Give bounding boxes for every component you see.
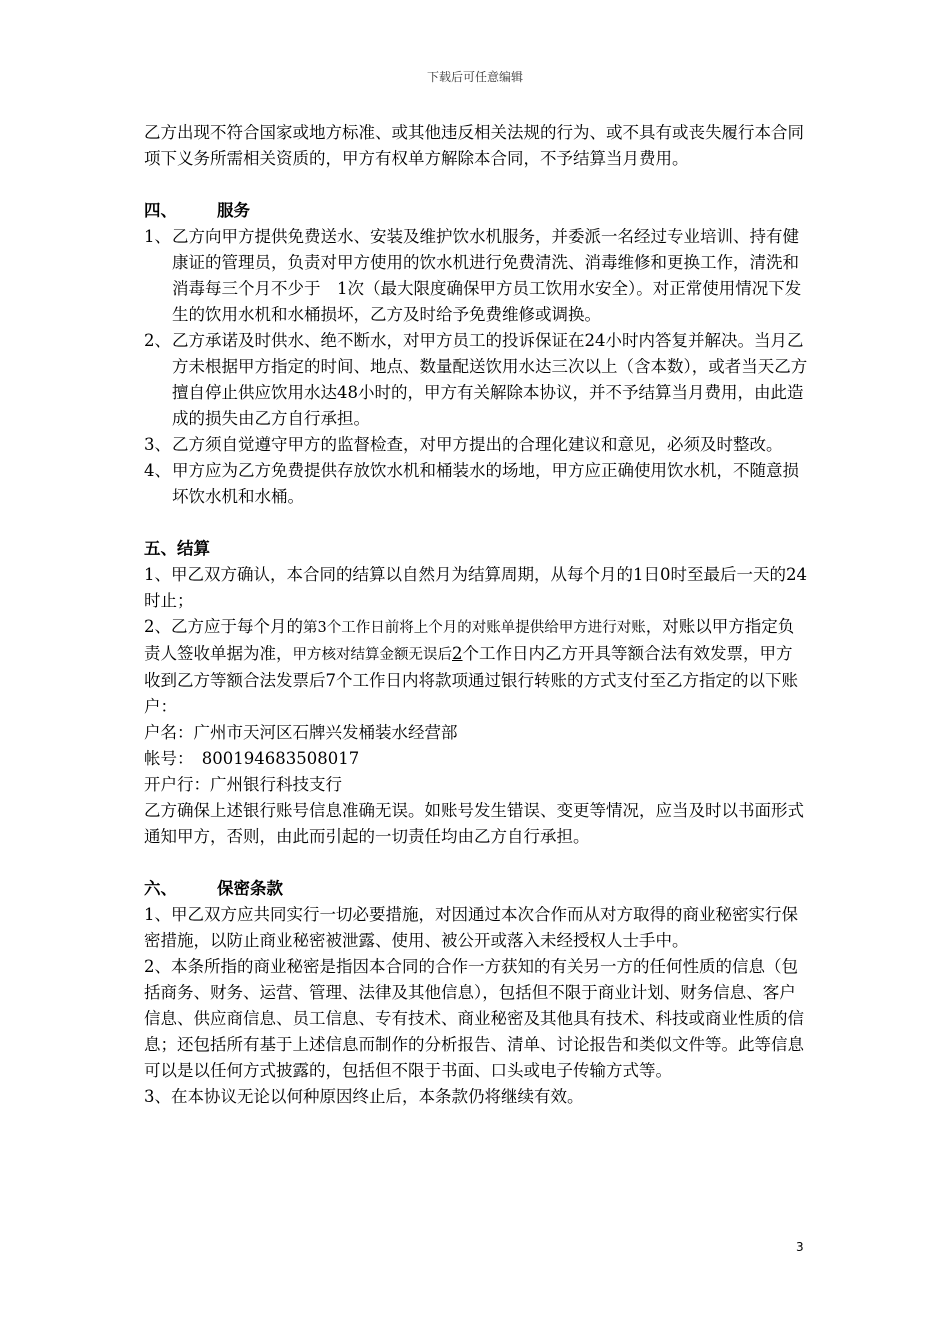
item-text: 乙方承诺及时供水、绝不断水，对甲方员工的投诉保证在24小时内答复并解决。当月乙方未根据甲方指定的时间、地点、数量配送饮用水达三次以上（含本数），或者当天乙方擅自停止供应饮用水达48小时的，甲方有关解除本协议，并不予结算当月费用，由此造成的损失由乙方自行承担。 (172, 331, 808, 428)
item-text: 乙方向甲方提供免费送水、安装及维护饮水机服务，并委派一名经过专业培训、持有健康证的管理员，负责对甲方使用的饮水机进行免费清洗、消毒维修和更换工作，清洗和消毒每三个月不少于 1次（最大限度确保甲方员工饮用水安全）。对正常使用情况下发生的饮用水机和水桶损坏，乙方及时给予免费维修或调换。 (172, 227, 802, 324)
section-4-item-3 (144, 432, 808, 458)
item-number: 4、 (144, 461, 171, 480)
text-run: 甲方核对结算金额无误后 (292, 647, 452, 663)
section-4-number: 四、 (144, 201, 177, 220)
section-6-heading (144, 876, 808, 902)
section-6-para-1: 1、甲乙双方应共同实行一切必要措施，对因通过本次合作而从对方取得的商业秘密实行保密措施，以防止商业秘密被泄露、使用、被公开或落入未经授权人士手中。 (144, 905, 798, 950)
section-5-heading: 五、结算 (144, 539, 210, 558)
text-run: ，对账以甲方指定负责人签收单据为准， (144, 617, 795, 663)
underlined-number: 2 (452, 644, 463, 663)
section-4-heading (144, 198, 808, 224)
intro-paragraph: 乙方出现不符合国家或地方标准、或其他违反相关法规的行为、或不具有或丧失履行本合同项下义务所需相关资质的，甲方有权单方解除本合同，不予结算当月费用。 (144, 123, 804, 168)
bank-name: 开户行：广州银行科技支行 (144, 775, 342, 794)
section-4-item-1 (144, 224, 808, 328)
item-number: 3、 (144, 435, 171, 454)
account-number: 帐号： 800194683508017 (144, 749, 360, 768)
text-run: 2、乙方应于每个月的 (144, 617, 303, 636)
section-5-para-3: 乙方确保上述银行账号信息准确无误。如账号发生错误、变更等情况，应当及时以书面形式通知甲方，否则，由此而引起的一切责任均由乙方自行承担。 (144, 801, 804, 846)
page-number: 3 (796, 1240, 804, 1254)
section-4-title: 服务 (217, 201, 250, 220)
section-4-item-2 (144, 328, 808, 432)
section-6-para-3: 3、在本协议无论以何种原因终止后，本条款仍将继续有效。 (144, 1087, 584, 1106)
text-run: 第3个工作日前将上个月的对账单提供给甲方进行对账 (303, 620, 646, 636)
text-run: 个工作日内乙方开具等额合法有效发票，甲方收到乙方等额合法发票后7个工作日内将款项通过银行转账的方式支付至乙方指定的以下账户： (144, 644, 798, 716)
account-name: 户名：广州市天河区石牌兴发桶装水经营部 (144, 723, 458, 742)
section-6-para-2: 2、本条所指的商业秘密是指因本合同的合作一方获知的有关另一方的任何性质的信息（包括商务、财务、运营、管理、法律及其他信息），包括但不限于商业计划、财务信息、客户信息、供应商信息、员工信息、专有技术、商业秘密及其他具有技术、科技或商业性质的信息；还包括所有基于上述信息而制作的分析报告、清单、讨论报告和类似文件等。此等信息可以是以任何方式披露的，包括但不限于书面、口头或电子传输方式等。 (144, 957, 804, 1080)
section-6-number: 六、 (144, 879, 177, 898)
page-header: 下载后可任意编辑 (426, 70, 523, 84)
section-6-title: 保密条款 (217, 879, 283, 898)
item-number: 2、 (144, 331, 171, 350)
item-number: 1、 (144, 227, 171, 246)
item-text: 甲方应为乙方免费提供存放饮水机和桶装水的场地，甲方应正确使用饮水机，不随意损坏饮水机和水桶。 (172, 461, 799, 506)
section-5-para-1: 1、甲乙双方确认，本合同的结算以自然月为结算周期，从每个月的1日0时至最后一天的24时止； (144, 565, 807, 610)
item-text: 乙方须自觉遵守甲方的监督检查，对甲方提出的合理化建议和意见，必须及时整改。 (172, 435, 783, 454)
section-4-item-4 (144, 458, 808, 510)
section-5-para-2 (144, 614, 808, 720)
document-body (144, 120, 808, 1110)
